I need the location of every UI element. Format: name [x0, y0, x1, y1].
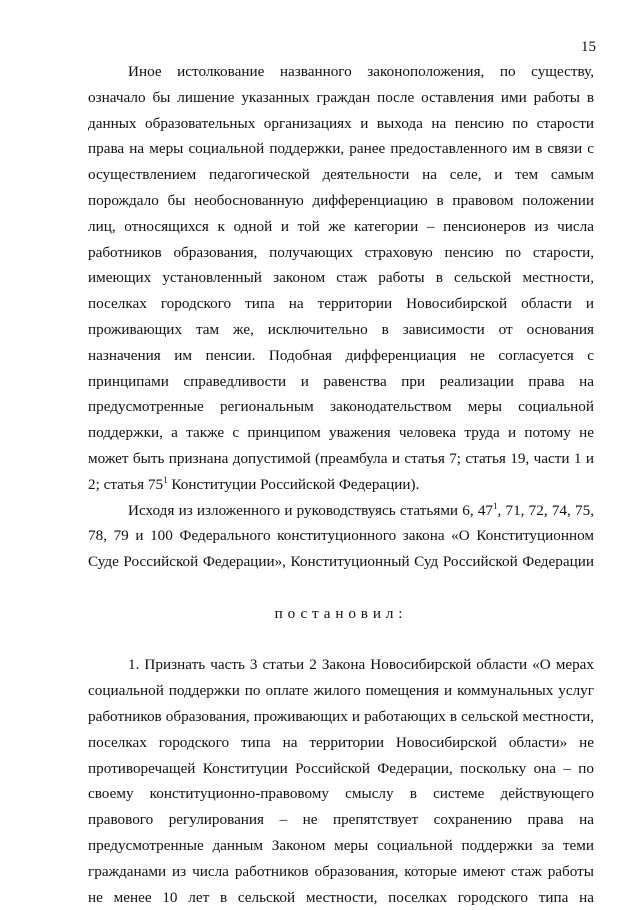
text-line	[88, 575, 594, 601]
line-text: осуществлением педагогической деятельности на селе, и тем самым	[88, 166, 594, 183]
line-text: предусмотренные данным Законом меры социальной поддержки за теми	[88, 837, 594, 854]
text-line	[88, 498, 594, 524]
line-text: не менее 10 лет в сельской местности, поселках городского типа на	[88, 889, 594, 906]
text-line	[88, 652, 594, 678]
line-text: имеющих установленный законом стаж работы в сельской местности,	[88, 269, 594, 286]
line-text: постановил:	[275, 605, 408, 622]
text-line	[88, 678, 594, 704]
line-text: поселках городского типа на территории Новосибирской области и	[88, 295, 594, 312]
text-line	[88, 549, 594, 575]
text-line	[88, 240, 594, 266]
text-line	[88, 756, 594, 782]
text-line	[88, 317, 594, 343]
text-line	[88, 136, 594, 162]
line-text: поселках городского типа на территории Новосибирской области» не	[88, 734, 594, 751]
text-line	[88, 730, 594, 756]
line-text: правового регулирования – не препятствует сохранению права на	[88, 811, 594, 828]
text-line	[88, 265, 594, 291]
superscript-number: 1	[163, 475, 168, 485]
text-line	[88, 214, 594, 240]
text-line	[88, 369, 594, 395]
text-line	[88, 859, 594, 885]
document-body	[88, 59, 594, 910]
line-text: лиц, относящихся к одной и той же категории – пенсионеров из числа	[88, 218, 594, 235]
text-line	[88, 781, 594, 807]
line-text: работников образования, получающих страховую пенсию по старости,	[88, 244, 594, 261]
text-line	[88, 188, 594, 214]
line-text: противоречащей Конституции Российской Федерации, поскольку она – по	[88, 760, 594, 777]
line-text: Иное истолкование названного законоположения, по существу,	[128, 63, 594, 80]
resolution-heading	[88, 601, 594, 627]
line-text: предусмотренные региональным законодательством меры социальной	[88, 398, 594, 415]
text-line	[88, 85, 594, 111]
line-text: порождало бы необоснованную дифференциацию в правовом положении	[88, 192, 594, 209]
line-text: 1. Признать часть 3 статьи 2 Закона Новосибирской области «О мерах	[128, 656, 594, 673]
text-line	[88, 704, 594, 730]
line-text: Исходя из изложенного и руководствуясь статьями 6, 47	[128, 502, 493, 519]
text-line	[88, 807, 594, 833]
line-text: 78, 79 и 100 Федерального конституционного закона «О Конституционном	[88, 527, 594, 544]
text-line	[88, 885, 594, 910]
text-line	[88, 111, 594, 137]
text-line	[88, 833, 594, 859]
line-text: может быть признана допустимой (преамбула и статья 7; статья 19, части 1 и	[88, 450, 594, 467]
text-line	[88, 59, 594, 85]
text-line	[88, 162, 594, 188]
text-line	[88, 291, 594, 317]
page-number: 15	[581, 38, 596, 56]
line-text: социальной поддержки по оплате жилого помещения и коммунальных услуг	[88, 682, 594, 699]
line-text: 2; статья 75	[88, 476, 163, 493]
line-text: работников образования, проживающих и работающих в сельской местности,	[88, 708, 594, 725]
line-text: Суде Российской Федерации», Конституционный Суд Российской Федерации	[88, 553, 594, 570]
line-text-continuation: , 71, 72, 74, 75,	[498, 502, 594, 519]
line-text: гражданами из числа работников образования, которые имеют стаж работы	[88, 863, 594, 880]
text-line	[88, 446, 594, 472]
text-line	[88, 394, 594, 420]
line-text: означало бы лишение указанных граждан после оставления ими работы в	[88, 89, 594, 106]
text-line	[88, 420, 594, 446]
line-text: назначения им пенсии. Подобная дифференциация не согласуется с	[88, 347, 594, 364]
line-text: поддержки, а также с принципом уважения человека труда и потому не	[88, 424, 594, 441]
line-text: проживающих там же, исключительно в зависимости от основания	[88, 321, 594, 338]
superscript-number: 1	[493, 500, 498, 510]
text-line	[88, 472, 594, 498]
text-line	[88, 343, 594, 369]
line-text-continuation: Конституции Российской Федерации).	[168, 476, 420, 493]
text-line	[88, 523, 594, 549]
line-text: данных образовательных организациях и выхода на пенсию по старости	[88, 115, 594, 132]
line-text: права на меры социальной поддержки, ранее предоставленного им в связи с	[88, 140, 594, 157]
line-text: принципами справедливости и равенства при реализации права на	[88, 373, 594, 390]
line-text: своему конституционно-правовому смыслу в системе действующего	[88, 785, 594, 802]
text-line	[88, 627, 594, 653]
